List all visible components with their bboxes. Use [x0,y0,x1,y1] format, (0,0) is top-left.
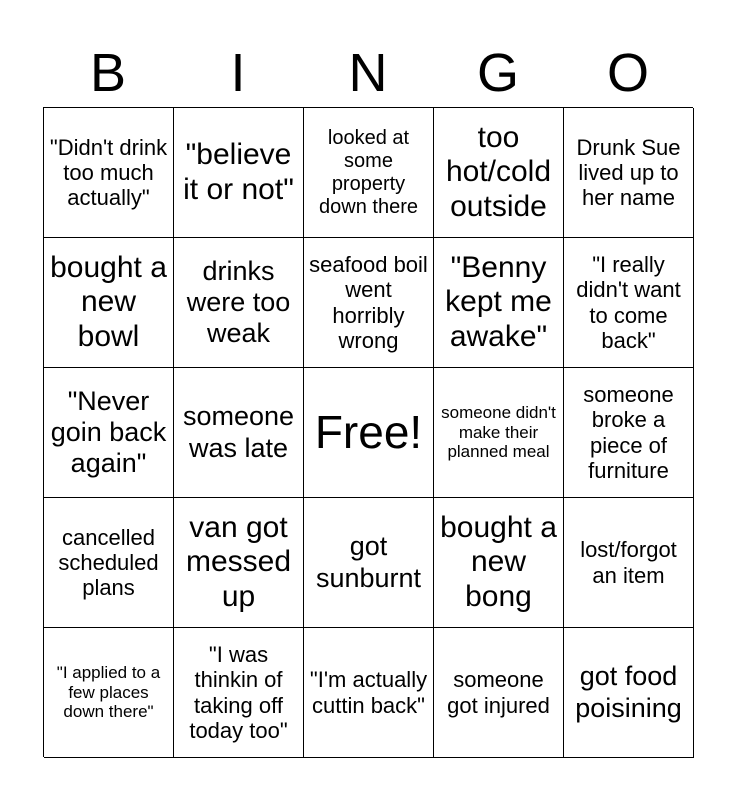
header-letter-g: G [476,43,519,103]
cell-text: someone broke a piece of furniture [583,381,674,483]
cell-text: bought a new bong [440,510,557,613]
cell-text: got food poisining [575,661,682,723]
bingo-cell-r5-c5[interactable] [564,628,694,758]
bingo-cell-r4-c1[interactable] [44,498,174,628]
bingo-cell-r4-c4[interactable] [434,498,564,628]
bingo-cell-r2-c2[interactable] [174,238,304,368]
cell-text: someone got injured [447,667,550,718]
bingo-cell-r3-c5[interactable] [564,368,694,498]
cell-text: looked at some property down there [319,126,418,218]
bingo-cell-r4-c3[interactable] [304,498,434,628]
bingo-cell-free[interactable] [304,368,434,498]
bingo-cell-r1-c1[interactable] [44,108,174,238]
bingo-cell-r4-c5[interactable] [564,498,694,628]
cell-text: drinks were too weak [186,255,291,349]
header-letter-b: B [89,43,127,103]
bingo-cell-r3-c1[interactable] [44,368,174,498]
bingo-board [43,107,693,757]
header-letter-n: N [348,43,388,103]
cell-text: "I was thinkin of taking off today too" [189,641,288,743]
cell-text: bought a new bowl [50,250,167,353]
cell-text: cancelled scheduled plans [58,524,159,601]
cell-text: "I really didn't want to come back" [576,251,681,353]
bingo-cell-r5-c4[interactable] [434,628,564,758]
bingo-cell-r5-c2[interactable] [174,628,304,758]
cell-text: someone didn't make their planned meal [441,403,556,462]
cell-text: "believe it or not" [183,138,294,206]
cell-text: lost/forgot an item [580,537,677,588]
header-letter-o: O [606,43,649,103]
bingo-cell-r4-c2[interactable] [174,498,304,628]
header-letter-i: I [230,43,246,103]
bingo-cell-r5-c1[interactable] [44,628,174,758]
bingo-cell-r2-c4[interactable] [434,238,564,368]
cell-text: "I applied to a few places down there" [56,663,161,722]
bingo-cell-r3-c4[interactable] [434,368,564,498]
bingo-cell-r1-c4[interactable] [434,108,564,238]
bingo-cell-r1-c2[interactable] [174,108,304,238]
cell-text: "Benny kept me awake" [445,250,552,353]
cell-text: "Didn't drink too much actually" [49,134,168,211]
cell-text: Drunk Sue lived up to her name [576,134,681,211]
bingo-cell-r5-c3[interactable] [304,628,434,758]
cell-text: seafood boil went horribly wrong [309,251,428,353]
bingo-cell-r2-c3[interactable] [304,238,434,368]
cell-text: too hot/cold outside [445,120,552,223]
cell-text: "Never goin back again" [50,385,167,479]
bingo-cell-r3-c2[interactable] [174,368,304,498]
cell-text: van got messed up [185,510,292,613]
free-space-label: Free! [314,406,423,459]
cell-text: "I'm actually cuttin back" [309,667,428,718]
bingo-cell-r1-c3[interactable] [304,108,434,238]
bingo-header [43,40,693,106]
bingo-cell-r1-c5[interactable] [564,108,694,238]
bingo-cell-r2-c5[interactable] [564,238,694,368]
bingo-cell-r2-c1[interactable] [44,238,174,368]
cell-text: got sunburnt [315,531,422,593]
cell-text: someone was late [182,401,295,463]
